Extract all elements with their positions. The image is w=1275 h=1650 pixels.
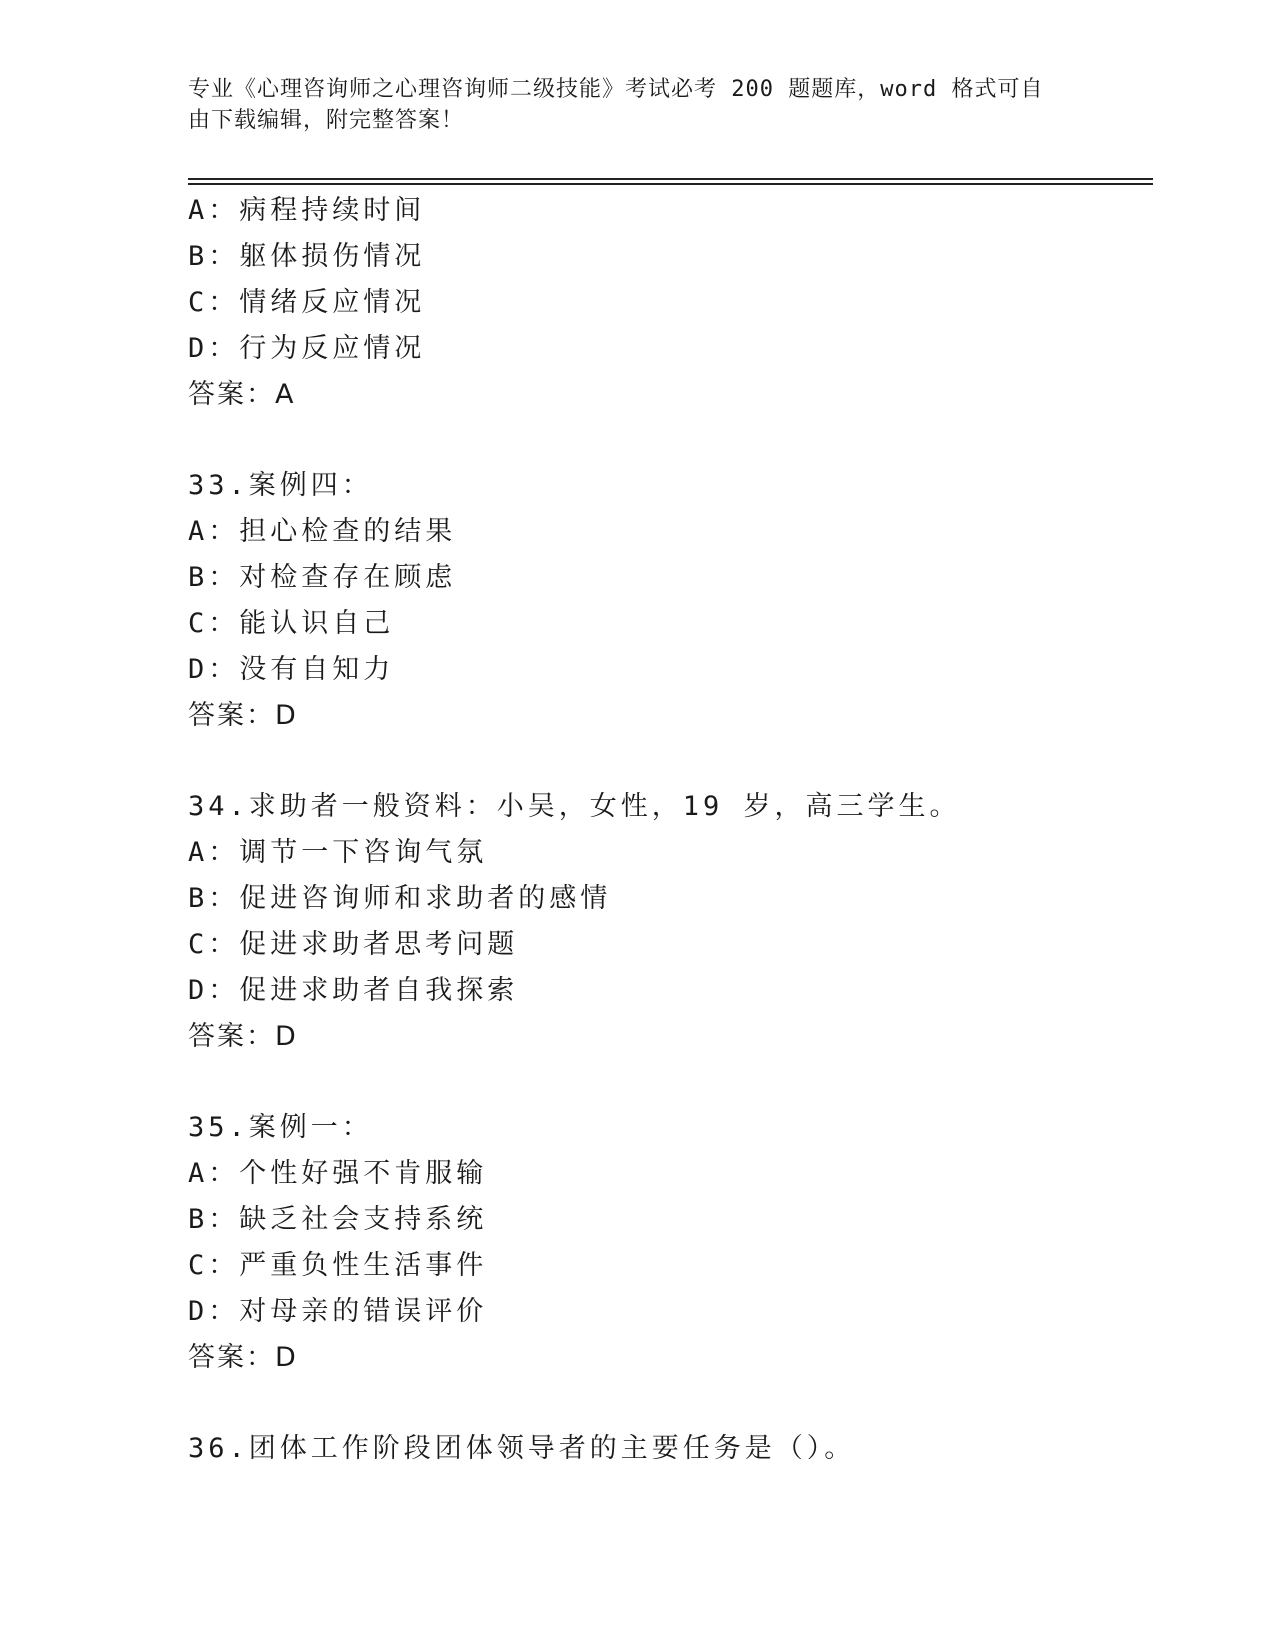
option-d: D：没有自知力: [188, 654, 395, 685]
question-block-35: [188, 1105, 1148, 1381]
question-block-33: [188, 463, 1148, 739]
option-c: C：情绪反应情况: [188, 287, 426, 318]
question-block-32: [188, 188, 1148, 418]
header-divider-bottom: [188, 183, 1153, 185]
question-text: 35.案例一：: [188, 1112, 373, 1143]
option-c: C：促进求助者思考问题: [188, 929, 519, 960]
option-d: D：行为反应情况: [188, 333, 426, 364]
header-line-2: 由下载编辑，附完整答案！: [188, 108, 465, 133]
option-b: B：缺乏社会支持系统: [188, 1204, 488, 1235]
option-a: A：调节一下咨询气氛: [188, 837, 488, 868]
spacer: [188, 1381, 1148, 1426]
option-d: D：促进求助者自我探索: [188, 975, 519, 1006]
option-b: B：躯体损伤情况: [188, 241, 426, 272]
question-text: 33.案例四：: [188, 470, 373, 501]
document-header-note: [188, 74, 1068, 136]
option-b: B：促进咨询师和求助者的感情: [188, 883, 612, 914]
header-line-1: 专业《心理咨询师之心理咨询师二级技能》考试必考 200 题题库，word 格式可自: [188, 77, 1044, 102]
question-text: 34.求助者一般资料：小吴，女性，19 岁，高三学生。: [188, 791, 961, 822]
spacer: [188, 1060, 1148, 1105]
option-a: A：个性好强不肯服输: [188, 1158, 488, 1189]
answer-line: 答案：D: [188, 1021, 298, 1052]
option-c: C：能认识自己: [188, 608, 395, 639]
header-divider-top: [188, 178, 1153, 180]
spacer: [188, 418, 1148, 463]
option-d: D：对母亲的错误评价: [188, 1296, 488, 1327]
answer-line: 答案：A: [188, 379, 296, 410]
answer-line: 答案：D: [188, 700, 298, 731]
option-a: A：病程持续时间: [188, 195, 426, 226]
option-a: A：担心检查的结果: [188, 516, 457, 547]
question-list: [188, 188, 1148, 1472]
option-b: B：对检查存在顾虑: [188, 562, 457, 593]
option-c: C：严重负性生活事件: [188, 1250, 488, 1281]
question-block-36: [188, 1426, 1148, 1472]
spacer: [188, 739, 1148, 784]
question-text: 36.团体工作阶段团体领导者的主要任务是（）。: [188, 1433, 856, 1464]
question-block-34: [188, 784, 1148, 1060]
answer-line: 答案：D: [188, 1342, 298, 1373]
